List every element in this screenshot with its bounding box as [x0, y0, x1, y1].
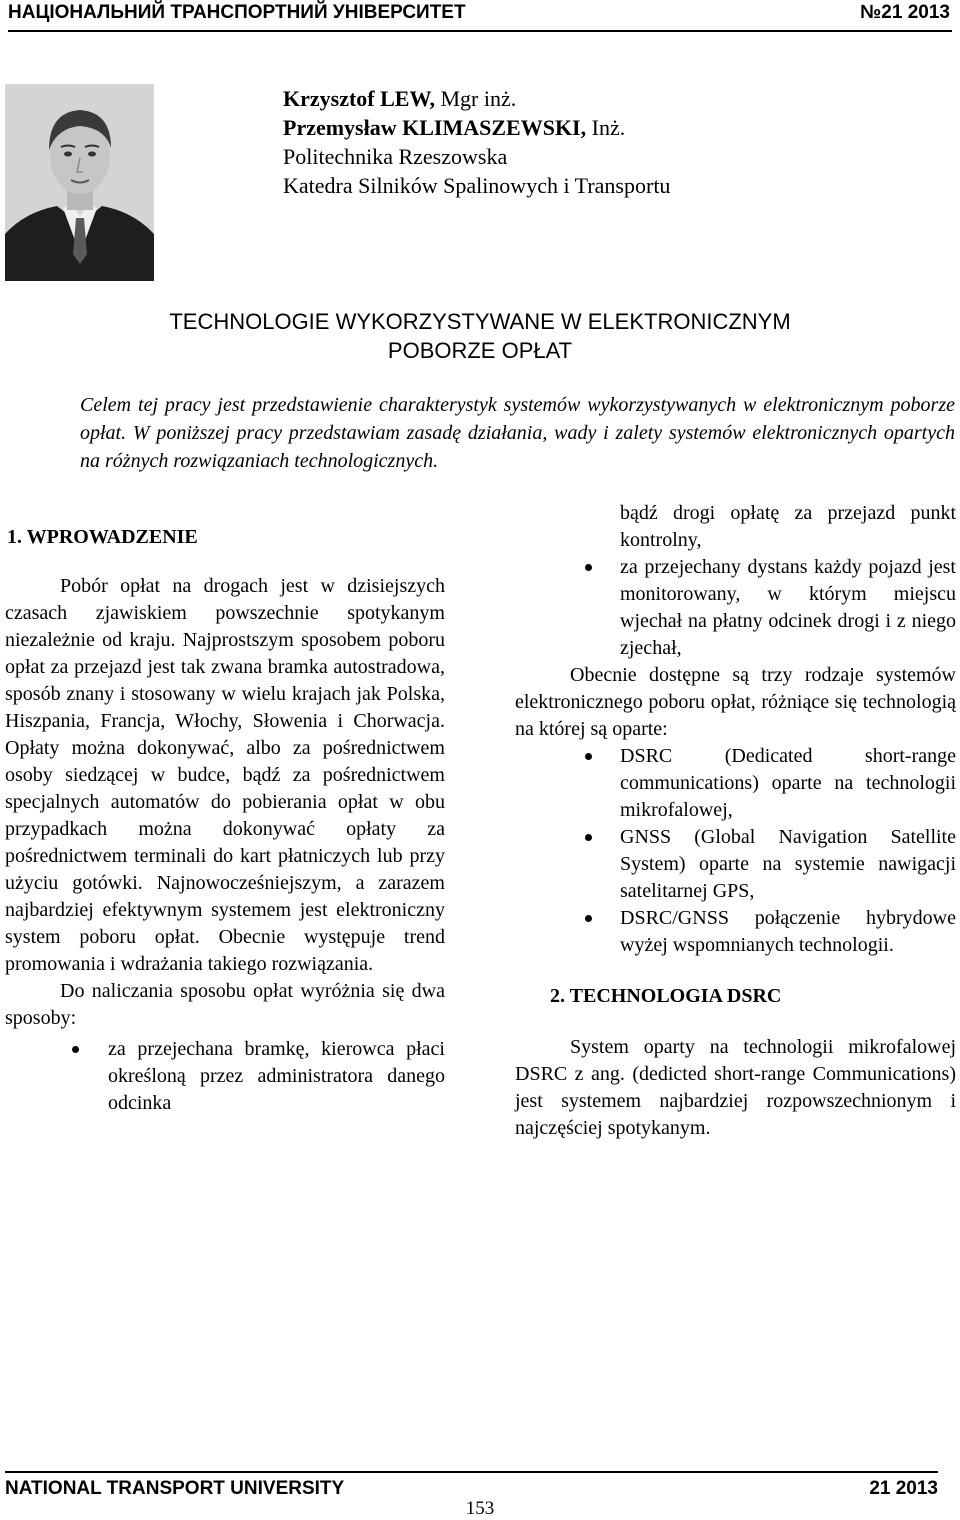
method-list-continued	[515, 500, 956, 662]
abstract-text: Celem tej pracy jest przedstawienie charakterystyk systemów wykorzystywanych w elektronicznym poborze opłat. W poniższej pracy przedstawiam zasadę działania, wady i zalety systemów elektronicznych opartych na różnych rozwiązaniach technologicznych.	[80, 394, 955, 472]
bullet-icon	[585, 564, 592, 571]
running-header	[8, 0, 952, 32]
list-item: GNSS (Global Navigation Satellite System) oparte na systemie nawigacji satelitarnej GPS,	[515, 824, 956, 905]
page-number: 153	[465, 1498, 495, 1519]
left-column	[5, 500, 445, 1117]
running-footer	[5, 1471, 938, 1499]
author-block	[283, 84, 670, 200]
author-2: Przemysław KLIMASZEWSKI, Inż.	[283, 115, 626, 140]
list-item: DSRC/GNSS połączenie hybrydowe wyżej wspomnianych technologii.	[515, 905, 956, 959]
author-1: Krzysztof LEW, Mgr inż.	[283, 86, 517, 111]
bullet-icon	[72, 1046, 79, 1053]
affiliation-university: Politechnika Rzeszowska	[283, 144, 508, 169]
bullet-icon	[585, 834, 592, 841]
right-column	[515, 500, 956, 1142]
header-university: НАЦІОНАЛЬНИЙ ТРАНСПОРТНИЙ УНІВЕРСИТЕТ	[8, 2, 466, 23]
list-item: bądź drogi opłatę za przejazd punkt kontrolny,	[620, 502, 956, 551]
list-item: za przejechana bramkę, kierowca płaci określoną przez administratora danego odcinka	[5, 1036, 445, 1117]
technology-list	[515, 743, 956, 959]
method-list	[5, 1036, 445, 1117]
intro-paragraph: Pobór opłat na drogach jest w dzisiejszych czasach zjawiskiem powszechnie spotykanym niezależnie od kraju. Najprostszym sposobem poboru opłat za przejazd jest tak zwana bramka autostradowa, sposób znany i stosowany w wielu krajach jak Polska, Hiszpania, Francja, Włochy, Słowenia i Chorwacja. Opłaty można dokonywać, albo za pośrednictwem osoby siedzącej w budce, bądź za pośrednictwem specjalnych automatów do pobierania opłat w obu przypadkach można dokonywać opłaty za pośrednictwem terminali do kart płatniczych lub przy użyciu gotówki. Najnowocześniejszym, a zarazem najbardziej efektywnym systemem jest elektroniczny system poboru opłat. Obecnie występuje trend promowania i wdrażania takiego rozwiązania.	[5, 575, 445, 975]
dsrc-paragraph: System oparty na technologii mikrofalowej DSRC z ang. (dedicted short-range Communications) jest systemem najbardziej rozpowszechnionym i najczęściej spotykanym.	[515, 1036, 956, 1139]
header-issue: №21 2013	[860, 2, 950, 23]
footer-journal: NATIONAL TRANSPORT UNIVERSITY	[5, 1478, 345, 1499]
footer-issue: 21 2013	[869, 1478, 938, 1499]
systems-paragraph: Obecnie dostępne są trzy rodzaje systemów elektronicznego poboru opłat, różniące się technologią na której są oparte:	[515, 664, 956, 740]
list-item: DSRC (Dedicated short-range communications) oparte na technologii mikrofalowej,	[515, 743, 956, 824]
paper-title: TECHNOLOGIE WYKORZYSTYWANE W ELEKTRONICZNYM POBORZE OPŁAT	[169, 309, 791, 363]
methods-paragraph: Do naliczania sposobu opłat wyróżnia się dwa sposoby:	[5, 980, 445, 1029]
abstract	[5, 391, 955, 475]
section-heading: 1. WPROWADZENIE	[7, 526, 198, 548]
author-photo	[5, 84, 154, 281]
bullet-icon	[585, 915, 592, 922]
bullet-icon	[585, 753, 592, 760]
affiliation-department: Katedra Silników Spalinowych i Transportu	[283, 173, 671, 198]
section-heading: 2. TECHNOLOGIA DSRC	[550, 985, 782, 1007]
list-item: za przejechany dystans każdy pojazd jest monitorowany, w którym miejscu wjechał na płatny odcinek drogi i z niego zjechał,	[515, 554, 956, 662]
